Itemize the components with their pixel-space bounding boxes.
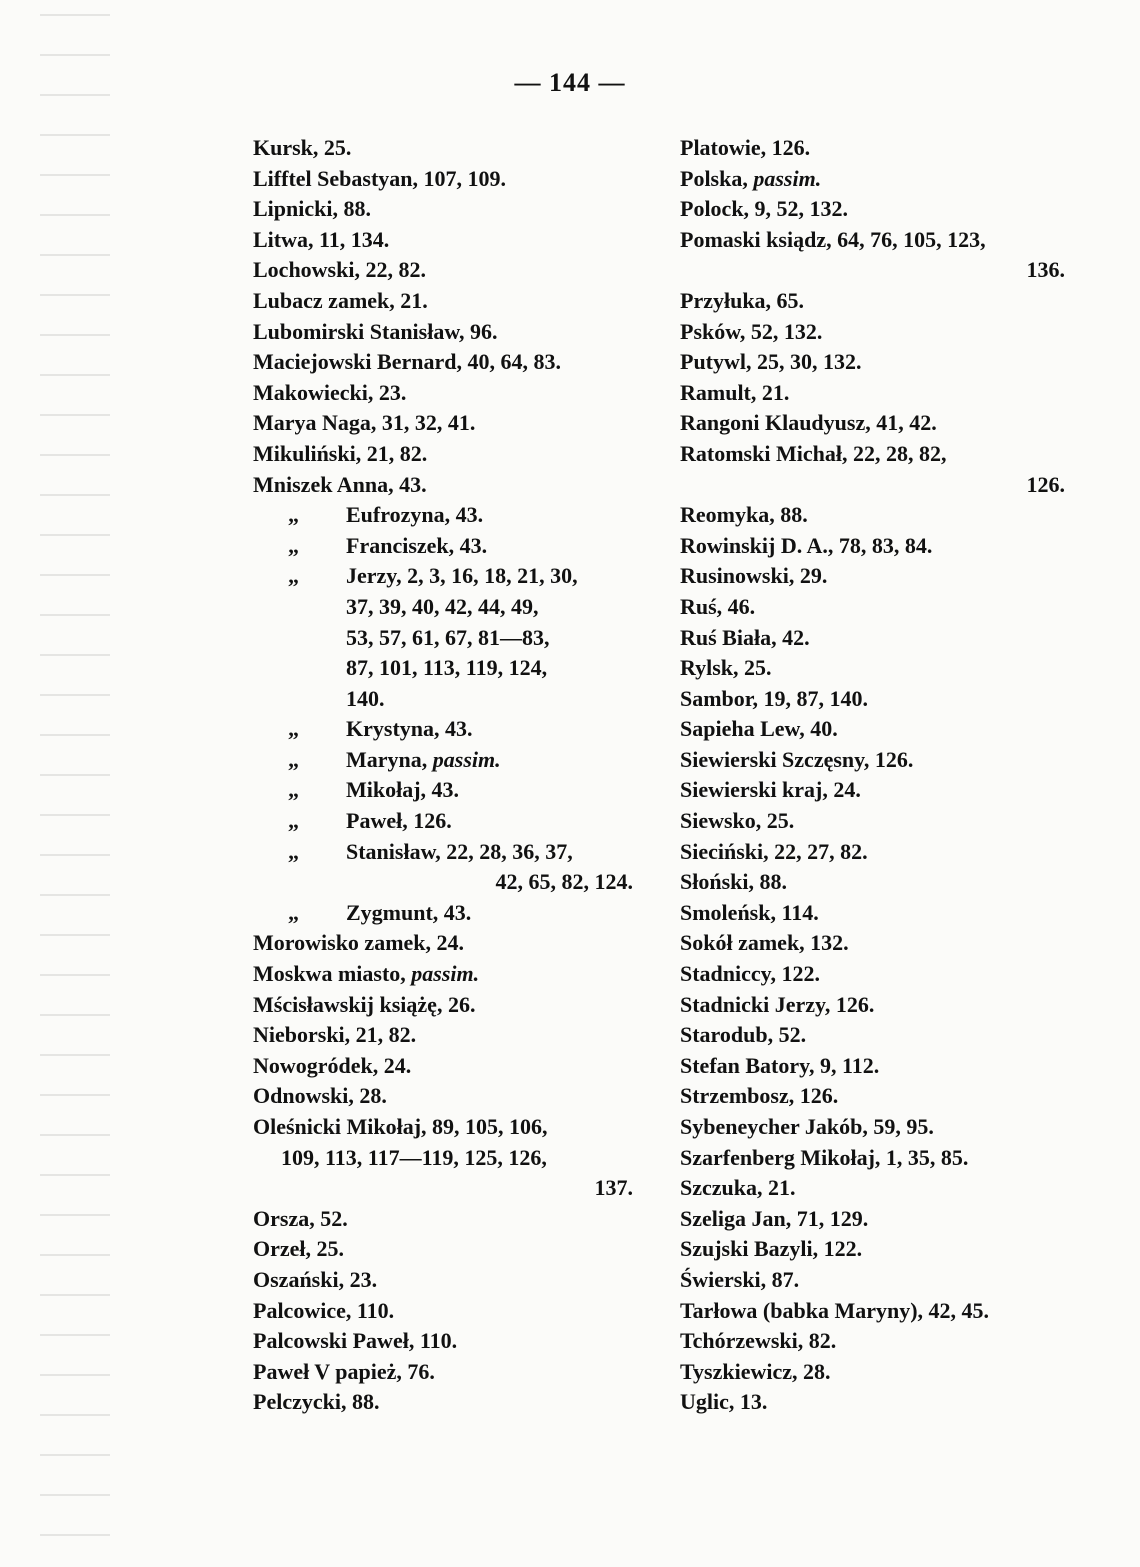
index-entry — [680, 1051, 1065, 1082]
index-entry — [680, 1326, 1065, 1357]
index-entry — [680, 531, 1065, 562]
entry-text: Siewierski kraj, 24. — [680, 777, 861, 803]
entry-text: Siewierski Szczęsny, 126. — [680, 746, 914, 772]
entry-text: Mikuliński, 21, 82. — [253, 440, 428, 466]
index-entry — [680, 806, 1065, 837]
index-entry — [680, 164, 1065, 195]
entry-text: Stanisław, 22, 28, 36, 37, — [346, 838, 573, 864]
entry-text: Strzembosz, 126. — [680, 1083, 839, 1109]
index-entry — [253, 439, 633, 470]
index-entry — [253, 1234, 633, 1265]
index-continuation — [253, 684, 633, 715]
entry-text: Stadnicki Jerzy, 126. — [680, 991, 875, 1017]
index-entry — [253, 255, 633, 286]
entry-text: Platowie, 126. — [680, 135, 811, 160]
index-subentry — [253, 531, 633, 562]
ditto-mark: „ — [288, 838, 299, 864]
index-entry — [680, 1020, 1065, 1051]
entry-text: Orzeł, 25. — [253, 1236, 345, 1262]
index-entry — [680, 286, 1065, 317]
entry-text: Lubacz zamek, 21. — [253, 287, 428, 313]
index-entry — [680, 1357, 1065, 1388]
entry-text: Ruś, 46. — [680, 593, 756, 619]
entry-text: Odnowski, 28. — [253, 1083, 387, 1109]
entry-text: Uglic, 13. — [680, 1389, 768, 1415]
index-continuation — [680, 255, 1065, 286]
entry-text: Szujski Bazyli, 122. — [680, 1236, 863, 1262]
index-entry — [253, 1387, 633, 1418]
index-subentry — [253, 806, 633, 837]
entry-text: Sieciński, 22, 27, 82. — [680, 838, 868, 864]
index-entry — [680, 1204, 1065, 1235]
index-subentry — [253, 898, 633, 929]
index-entry — [680, 225, 1065, 256]
entry-italic: passim. — [432, 746, 501, 772]
entry-text: 42, 65, 82, 124. — [495, 869, 633, 895]
entry-text: Rowinskij D. A., 78, 83, 84. — [680, 532, 933, 558]
entry-text: Polock, 9, 52, 132. — [680, 196, 849, 222]
entry-text: Sapieha Lew, 40. — [680, 716, 838, 742]
index-continuation — [253, 592, 633, 623]
entry-text: Zygmunt, 43. — [346, 899, 472, 925]
index-continuation — [253, 623, 633, 654]
entry-text: Przyłuka, 65. — [680, 287, 805, 313]
entry-text: Moskwa miasto, — [253, 961, 412, 987]
entry-text: Lifftel Sebastyan, 107, 109. — [253, 165, 506, 191]
index-entry — [680, 775, 1065, 806]
index-continuation — [253, 867, 633, 898]
entry-text: Mniszek Anna, 43. — [253, 471, 427, 497]
ditto-mark: „ — [288, 502, 299, 528]
entry-text: Rylsk, 25. — [680, 655, 772, 681]
entry-text: Szarfenberg Mikołaj, 1, 35, 85. — [680, 1144, 969, 1170]
entry-text: 53, 57, 61, 67, 81—83, — [346, 624, 550, 650]
entry-text: 37, 39, 40, 42, 44, 49, — [346, 593, 539, 619]
ditto-mark: „ — [288, 716, 299, 742]
entry-text: Smoleńsk, 114. — [680, 899, 819, 925]
entry-text: Świerski, 87. — [680, 1266, 800, 1292]
index-entry — [680, 1081, 1065, 1112]
entry-text: Słoński, 88. — [680, 869, 787, 895]
index-entry — [680, 684, 1065, 715]
index-entry — [253, 347, 633, 378]
index-entry — [253, 378, 633, 409]
index-continuation — [680, 470, 1065, 501]
entry-text: Sambor, 19, 87, 140. — [680, 685, 869, 711]
entry-text: Ramult, 21. — [680, 379, 790, 405]
ditto-mark: „ — [288, 808, 299, 834]
entry-text: Tyszkiewicz, 28. — [680, 1358, 831, 1384]
index-entry — [680, 378, 1065, 409]
entry-text: Rangoni Klaudyusz, 41, 42. — [680, 410, 937, 436]
index-entry — [680, 347, 1065, 378]
entry-text: Tchórzewski, 82. — [680, 1328, 837, 1354]
index-subentry — [253, 500, 633, 531]
entry-text: Szeliga Jan, 71, 129. — [680, 1205, 869, 1231]
binding-edge — [40, 0, 110, 1567]
entry-text: Psków, 52, 132. — [680, 318, 823, 344]
index-entry — [253, 470, 633, 501]
entry-text: Eufrozyna, 43. — [346, 502, 484, 528]
entry-text: Sokół zamek, 132. — [680, 930, 849, 956]
index-entry — [253, 133, 633, 164]
entry-text: Szczuka, 21. — [680, 1175, 796, 1201]
index-entry — [680, 1112, 1065, 1143]
index-entry — [253, 1051, 633, 1082]
entry-text: Tarłowa (babka Maryny), 42, 45. — [680, 1297, 990, 1323]
ditto-mark: „ — [288, 563, 299, 589]
entry-text: Paweł V papież, 76. — [253, 1358, 435, 1384]
index-entry — [680, 623, 1065, 654]
index-column-left — [253, 133, 633, 1418]
ditto-mark: „ — [288, 899, 299, 925]
index-entry — [680, 1173, 1065, 1204]
entry-text: Ruś Biała, 42. — [680, 624, 810, 650]
entry-italic: passim. — [753, 165, 822, 191]
index-entry — [680, 194, 1065, 225]
index-entry — [253, 1326, 633, 1357]
index-entry — [253, 1265, 633, 1296]
entry-text: Makowiecki, 23. — [253, 379, 407, 405]
index-entry — [680, 592, 1065, 623]
index-entry — [680, 898, 1065, 929]
index-entry — [680, 653, 1065, 684]
entry-text: Oleśnicki Mikołaj, 89, 105, 106, — [253, 1114, 548, 1139]
entry-text: Krystyna, 43. — [346, 716, 473, 742]
entry-text: Mścisławskij książę, 26. — [253, 991, 476, 1017]
entry-text: Sybeneycher Jakób, 59, 95. — [680, 1114, 934, 1139]
index-entry — [253, 225, 633, 256]
entry-text: Ratomski Michał, 22, 28, 82, — [680, 440, 947, 466]
index-entry — [680, 867, 1065, 898]
entry-text: Maryna, — [346, 746, 433, 772]
entry-text: Stadniccy, 122. — [680, 961, 820, 987]
entry-text: Lubomirski Stanisław, 96. — [253, 318, 498, 344]
index-entry — [253, 1081, 633, 1112]
index-entry — [680, 1296, 1065, 1327]
entry-text: Stefan Batory, 9, 112. — [680, 1052, 880, 1078]
index-continuation — [253, 1143, 633, 1174]
entry-text: Polska, — [680, 165, 754, 191]
entry-text: Franciszek, 43. — [346, 532, 488, 558]
index-entry — [680, 317, 1065, 348]
index-subentry — [253, 837, 633, 868]
entry-text: Lipnicki, 88. — [253, 196, 371, 222]
entry-text: Morowisko zamek, 24. — [253, 930, 465, 956]
index-entry — [680, 990, 1065, 1021]
index-entry — [253, 1296, 633, 1327]
entry-text: Reomyka, 88. — [680, 502, 808, 528]
page-number: — 144 — — [514, 68, 626, 97]
ditto-mark: „ — [288, 532, 299, 558]
entry-text: Putywl, 25, 30, 132. — [680, 349, 862, 375]
index-entry — [253, 928, 633, 959]
entry-text: Nowogródek, 24. — [253, 1052, 412, 1078]
index-entry — [680, 439, 1065, 470]
entry-text: Jerzy, 2, 3, 16, 18, 21, 30, — [346, 563, 578, 589]
index-entry — [680, 133, 1065, 164]
index-entry — [253, 1357, 633, 1388]
index-entry — [680, 837, 1065, 868]
index-entry — [680, 714, 1065, 745]
entry-text: Marya Naga, 31, 32, 41. — [253, 410, 476, 436]
entry-text: Oszański, 23. — [253, 1266, 378, 1292]
index-column-right — [680, 133, 1065, 1418]
ditto-mark: „ — [288, 746, 299, 772]
entry-text: Pomaski ksiądz, 64, 76, 105, 123, — [680, 226, 986, 252]
index-entry — [253, 1204, 633, 1235]
index-subentry — [253, 745, 633, 776]
index-entry — [253, 1112, 633, 1143]
index-entry — [253, 1020, 633, 1051]
entry-text: Paweł, 126. — [346, 808, 452, 834]
index-entry — [680, 1143, 1065, 1174]
index-entry — [680, 500, 1065, 531]
index-subentry — [253, 775, 633, 806]
index-entry — [680, 561, 1065, 592]
index-entry — [253, 990, 633, 1021]
index-entry — [680, 928, 1065, 959]
index-entry — [253, 408, 633, 439]
entry-text: Palcowice, 110. — [253, 1297, 395, 1323]
entry-text: Orsza, 52. — [253, 1205, 348, 1231]
index-entry — [680, 1387, 1065, 1418]
entry-text: 140. — [346, 685, 385, 711]
entry-text: 109, 113, 117—119, 125, 126, — [281, 1144, 547, 1170]
entry-text: Nieborski, 21, 82. — [253, 1022, 417, 1048]
index-subentry — [253, 714, 633, 745]
entry-text: Pelczycki, 88. — [253, 1389, 380, 1415]
ditto-mark: „ — [288, 777, 299, 803]
index-entry — [253, 959, 633, 990]
entry-text: Starodub, 52. — [680, 1022, 807, 1048]
entry-text: 136. — [1026, 257, 1065, 283]
entry-text: Palcowski Paweł, 110. — [253, 1328, 458, 1354]
entry-text: Siewsko, 25. — [680, 808, 795, 834]
index-entry — [253, 164, 633, 195]
entry-text: 126. — [1026, 471, 1065, 497]
index-continuation — [253, 653, 633, 684]
entry-text: Maciejowski Bernard, 40, 64, 83. — [253, 349, 561, 375]
entry-text: Kursk, 25. — [253, 135, 352, 160]
entry-text: Mikołaj, 43. — [346, 777, 460, 803]
index-entry — [680, 408, 1065, 439]
entry-text: Lochowski, 22, 82. — [253, 257, 426, 283]
entry-text: Rusinowski, 29. — [680, 563, 828, 589]
index-entry — [253, 317, 633, 348]
index-subentry — [253, 561, 633, 592]
entry-text: 87, 101, 113, 119, 124, — [346, 655, 548, 681]
entry-text: 137. — [594, 1175, 633, 1201]
index-entry — [680, 1265, 1065, 1296]
entry-text: Litwa, 11, 134. — [253, 226, 390, 252]
entry-italic: passim. — [411, 961, 480, 987]
index-entry — [253, 194, 633, 225]
index-entry — [680, 745, 1065, 776]
index-continuation — [253, 1173, 633, 1204]
index-entry — [680, 959, 1065, 990]
index-entry — [253, 286, 633, 317]
index-entry — [680, 1234, 1065, 1265]
